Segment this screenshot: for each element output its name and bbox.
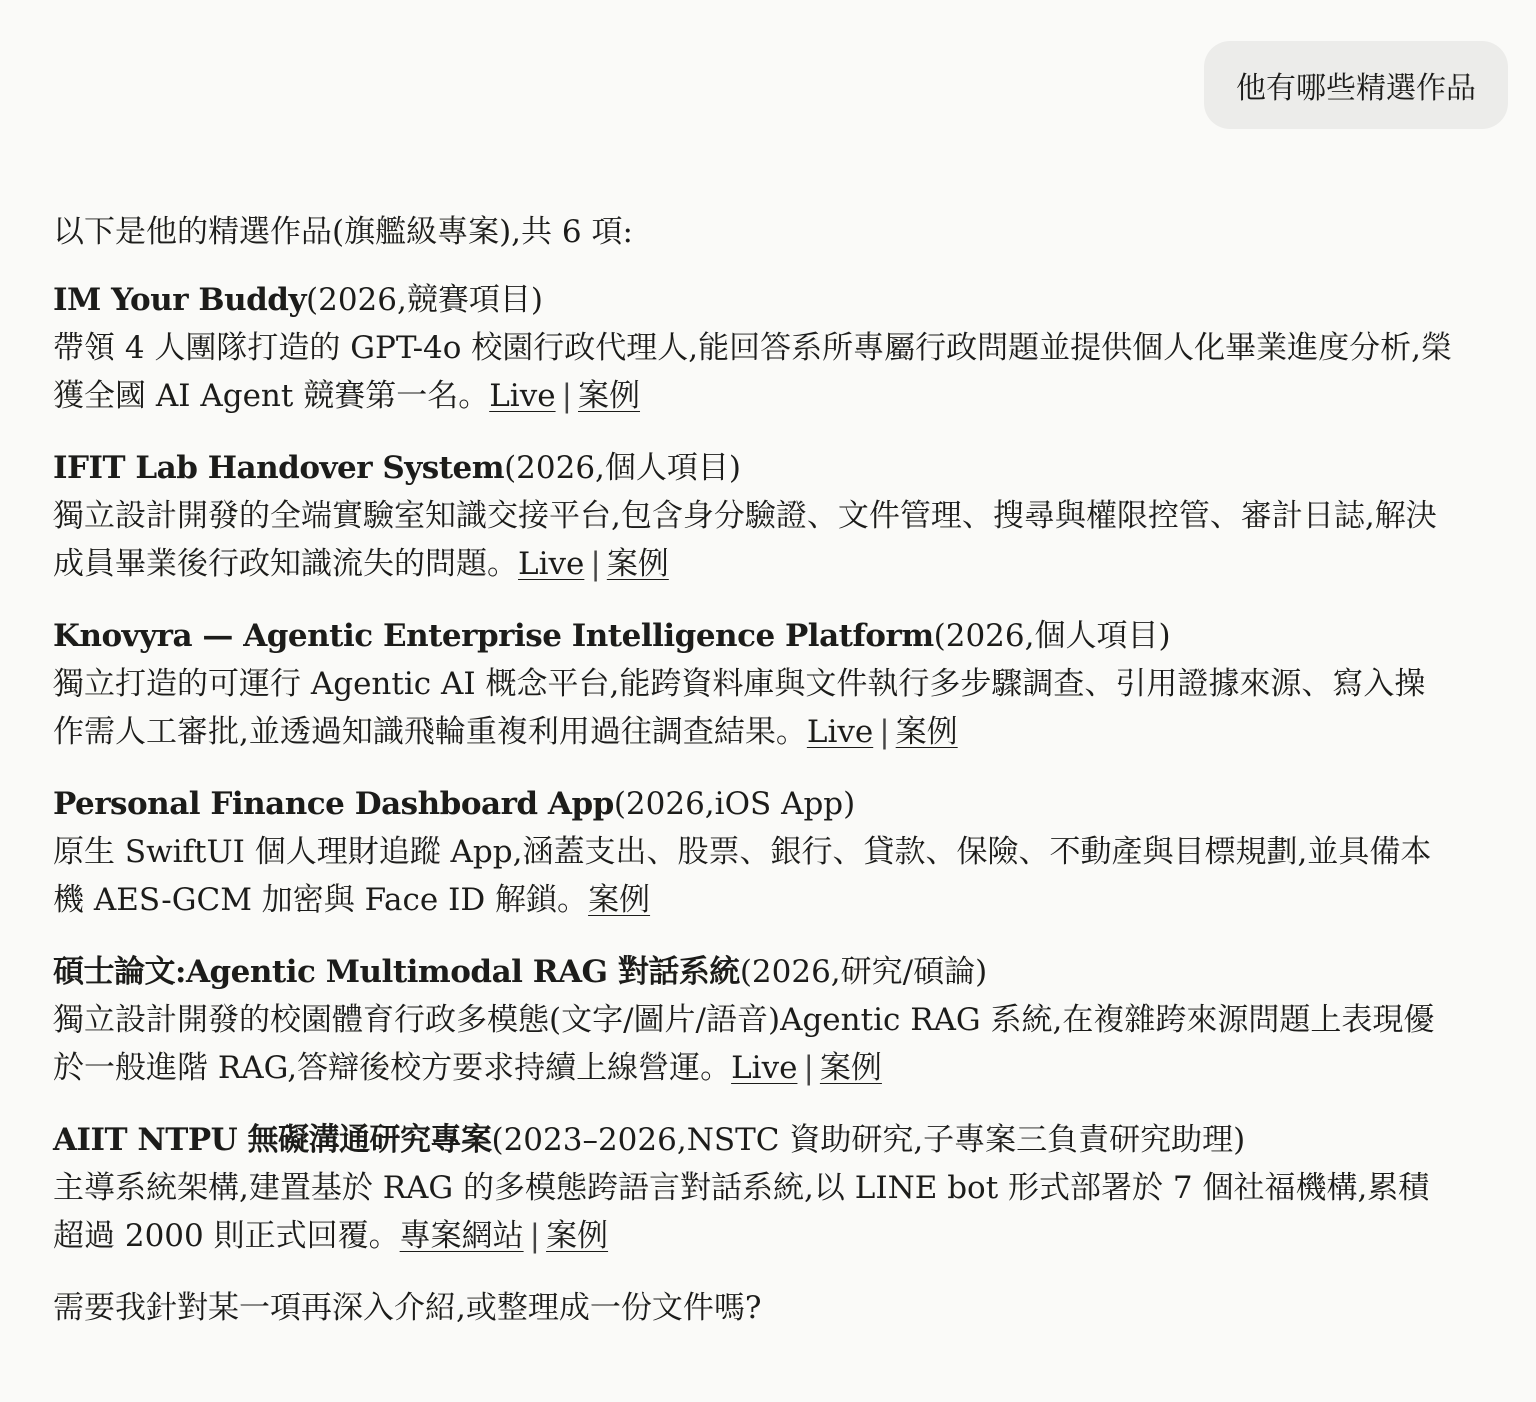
- project-description: [53, 492, 1453, 588]
- case-study-link[interactable]: 案例: [819, 1050, 882, 1086]
- case-study-link[interactable]: 案例: [546, 1218, 609, 1254]
- project-description: [53, 828, 1453, 924]
- case-study-link[interactable]: 案例: [606, 546, 669, 582]
- project-description-text: 獨立打造的可運行 Agentic AI 概念平台,能跨資料庫與文件執行多步驟調查、引用證據來源、寫入操作需人工審批,並透過知識飛輪重複利用過往調查結果。: [53, 666, 1426, 750]
- case-study-link[interactable]: 案例: [895, 714, 958, 750]
- project-title-line: [53, 612, 1473, 660]
- project-description-text: 主導系統架構,建置基於 RAG 的多模態跨語言對話系統,以 LINE bot 形式部署於 7 個社福機構,累積超過 2000 則正式回覆。: [53, 1170, 1430, 1254]
- project-name: AIIT NTPU 無礙溝通研究專案: [53, 1122, 492, 1158]
- project-description: [53, 996, 1453, 1092]
- link-separator: |: [529, 1218, 541, 1254]
- project-item: [53, 276, 1473, 420]
- link-separator: |: [879, 714, 890, 750]
- assistant-message: [53, 208, 1473, 1332]
- project-name: IM Your Buddy: [53, 282, 306, 318]
- project-meta: (2026,個人項目): [504, 450, 741, 486]
- project-title-line: [53, 948, 1473, 996]
- project-title-line: [53, 444, 1473, 492]
- project-item: [53, 948, 1473, 1092]
- assistant-intro: 以下是他的精選作品(旗艦級專案),共 6 項:: [53, 214, 633, 250]
- user-message-bubble: [1204, 41, 1508, 129]
- project-item: [53, 780, 1473, 924]
- case-study-link[interactable]: 案例: [578, 378, 641, 414]
- user-message-text: 他有哪些精選作品: [1236, 71, 1476, 106]
- project-name: Knovyra — Agentic Enterprise Intelligence Platform: [53, 618, 934, 654]
- project-meta: (2026,個人項目): [933, 618, 1171, 654]
- project-title-line: [53, 1116, 1473, 1164]
- live-link[interactable]: Live: [806, 714, 874, 750]
- project-description-text: 獨立設計開發的校園體育行政多模態(文字/圖片/語音)Agentic RAG 系統,在複雜跨來源問題上表現優於一般進階 RAG,答辯後校方要求持續上線營運。: [53, 1002, 1435, 1086]
- project-item: [53, 444, 1473, 588]
- project-item: [53, 612, 1473, 756]
- project-website-link[interactable]: 專案網站: [399, 1218, 524, 1254]
- project-description: [53, 324, 1453, 420]
- project-title-line: [53, 276, 1473, 324]
- project-name: Personal Finance Dashboard App: [53, 786, 614, 822]
- live-link[interactable]: Live: [731, 1050, 798, 1086]
- live-link[interactable]: Live: [489, 378, 556, 414]
- project-description-text: 原生 SwiftUI 個人理財追蹤 App,涵蓋支出、股票、銀行、貸款、保險、不動產與目標規劃,並具備本機 AES-GCM 加密與 Face ID 解鎖。: [53, 834, 1432, 918]
- live-link[interactable]: Live: [518, 546, 585, 582]
- link-separator: |: [561, 378, 573, 414]
- project-meta: (2026,iOS App): [613, 786, 856, 822]
- project-description: [53, 660, 1453, 756]
- project-meta: (2026,競賽項目): [306, 282, 543, 318]
- project-name: IFIT Lab Handover System: [53, 450, 505, 486]
- case-study-link[interactable]: 案例: [588, 882, 651, 918]
- project-description-text: 獨立設計開發的全端實驗室知識交接平台,包含身分驗證、文件管理、搜尋與權限控管、審計日誌,解決成員畢業後行政知識流失的問題。: [53, 498, 1437, 582]
- project-meta: (2023–2026,NSTC 資助研究,子專案三負責研究助理): [491, 1122, 1246, 1158]
- project-meta: (2026,研究/碩論): [739, 954, 988, 990]
- project-name: 碩士論文:Agentic Multimodal RAG 對話系統: [53, 954, 740, 990]
- project-item: [53, 1116, 1473, 1260]
- project-title-line: [53, 780, 1473, 828]
- link-separator: |: [590, 546, 601, 582]
- project-description-text: 帶領 4 人團隊打造的 GPT-4o 校園行政代理人,能回答系所專屬行政問題並提供個人化畢業進度分析,榮獲全國 AI Agent 競賽第一名。: [53, 330, 1453, 414]
- assistant-outro: 需要我針對某一項再深入介紹,或整理成一份文件嗎?: [53, 1290, 762, 1326]
- project-description: [53, 1164, 1453, 1260]
- link-separator: |: [803, 1050, 814, 1086]
